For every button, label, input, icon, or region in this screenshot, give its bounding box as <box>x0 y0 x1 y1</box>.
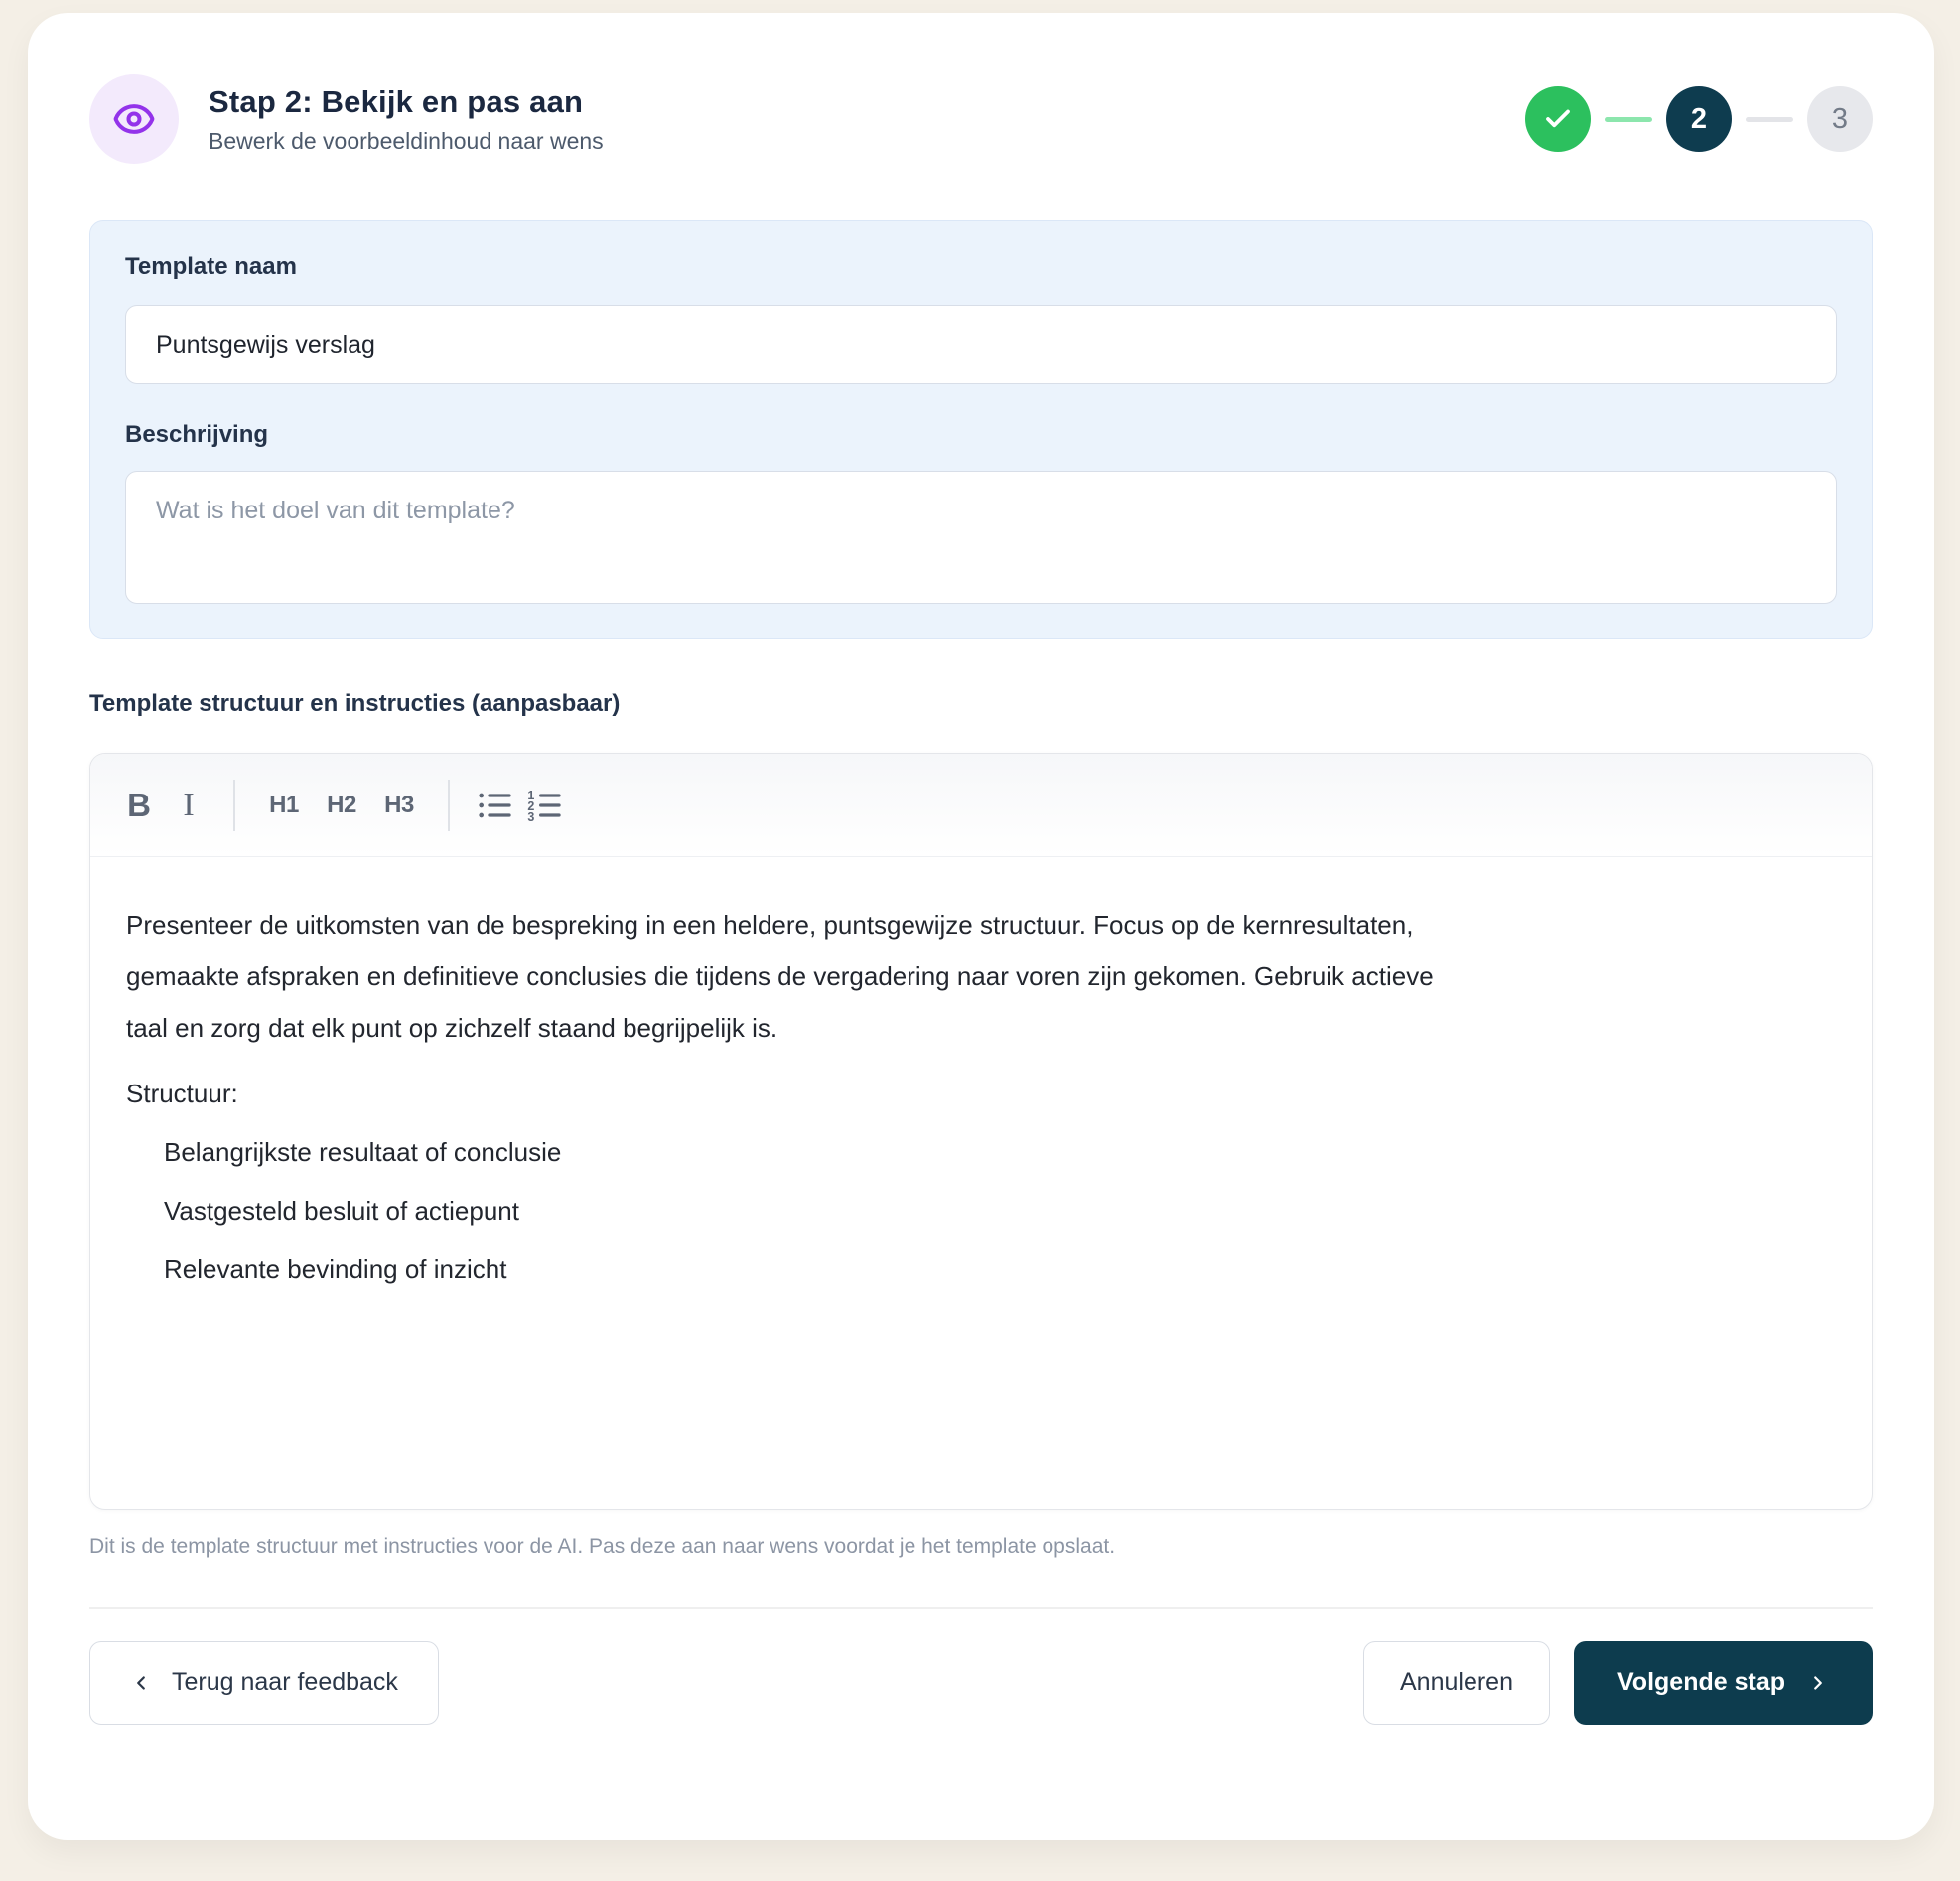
page-title: Stap 2: Bekijk en pas aan <box>209 83 584 119</box>
step-3-label: 3 <box>1831 102 1849 135</box>
check-icon <box>1543 104 1573 134</box>
header <box>89 74 1873 164</box>
template-name-label: Template naam <box>125 253 297 280</box>
step-2-current <box>1666 86 1732 152</box>
ordered-list-icon <box>522 786 566 825</box>
editor-section-label: Template structuur en instructies (aanpasbaar) <box>89 690 621 717</box>
template-name-input[interactable] <box>125 305 1837 384</box>
svg-text:2: 2 <box>527 798 535 813</box>
chevron-left-icon <box>130 1672 152 1694</box>
next-step-button-label: Volgende stap <box>1616 1668 1785 1696</box>
svg-text:1: 1 <box>527 788 535 802</box>
toolbar-divider <box>233 780 235 831</box>
heading3-button[interactable]: H3 <box>370 777 428 834</box>
editor-content-area[interactable] <box>90 857 1872 1509</box>
step-3-upcoming <box>1807 86 1873 152</box>
chevron-right-icon <box>1807 1672 1829 1694</box>
footer-divider <box>89 1607 1873 1609</box>
header-titles <box>209 84 604 155</box>
eye-icon <box>112 97 156 141</box>
step-2-label: 2 <box>1690 102 1708 135</box>
stepper-connector-todo <box>1746 117 1793 122</box>
structure-heading: Structuur: <box>126 1079 238 1108</box>
next-step-button[interactable] <box>1574 1641 1873 1725</box>
structure-item: Belangrijkste resultaat of conclusie <box>164 1137 562 1167</box>
instructions-paragraph: Presenteer de uitkomsten van de bespreking in een heldere, puntsgewijze structuur. Focus op de kernresultaten, gemaakte afspraken en definitieve conclusies die tijdens de vergadering naar voren zijn gekomen. Gebruik actieve taal en zorg dat elk punt op zichzelf staand begrijpelijk is. <box>126 910 1434 1043</box>
rich-text-editor <box>89 753 1873 1510</box>
stepper <box>1525 86 1873 152</box>
svg-text:3: 3 <box>527 809 535 824</box>
editor-helper-text: Dit is de template structuur met instructies voor de AI. Pas deze aan naar wens voordat je het template opslaat. <box>89 1535 1116 1558</box>
heading2-button[interactable]: H2 <box>313 777 370 834</box>
cancel-button-label: Annuleren <box>1400 1668 1513 1696</box>
step-icon-badge <box>89 74 179 164</box>
wizard-card <box>28 13 1934 1840</box>
header-left <box>89 74 604 164</box>
editor-toolbar <box>90 754 1872 857</box>
description-label: Beschrijving <box>125 421 269 448</box>
cancel-button[interactable] <box>1363 1641 1550 1725</box>
bullet-list-button[interactable] <box>470 777 519 834</box>
footer-actions <box>89 1641 1873 1725</box>
footer-right-actions <box>1363 1641 1873 1725</box>
back-to-feedback-button[interactable] <box>89 1641 439 1725</box>
back-button-label: Terug naar feedback <box>172 1668 398 1696</box>
heading1-button[interactable]: H1 <box>255 777 313 834</box>
toolbar-divider <box>448 780 450 831</box>
bullet-list-icon <box>473 786 516 825</box>
ordered-list-button[interactable] <box>519 777 569 834</box>
page-subtitle: Bewerk de voorbeeldinhoud naar wens <box>209 127 604 154</box>
structure-item: Relevante bevinding of inzicht <box>164 1254 507 1284</box>
bold-button[interactable]: B <box>114 777 164 834</box>
stepper-connector-done <box>1605 117 1652 122</box>
step-1-completed <box>1525 86 1591 152</box>
structure-item: Vastgesteld besluit of actiepunt <box>164 1196 519 1226</box>
template-meta-panel <box>89 220 1873 639</box>
italic-button[interactable]: I <box>164 777 213 834</box>
description-textarea[interactable] <box>125 471 1837 604</box>
